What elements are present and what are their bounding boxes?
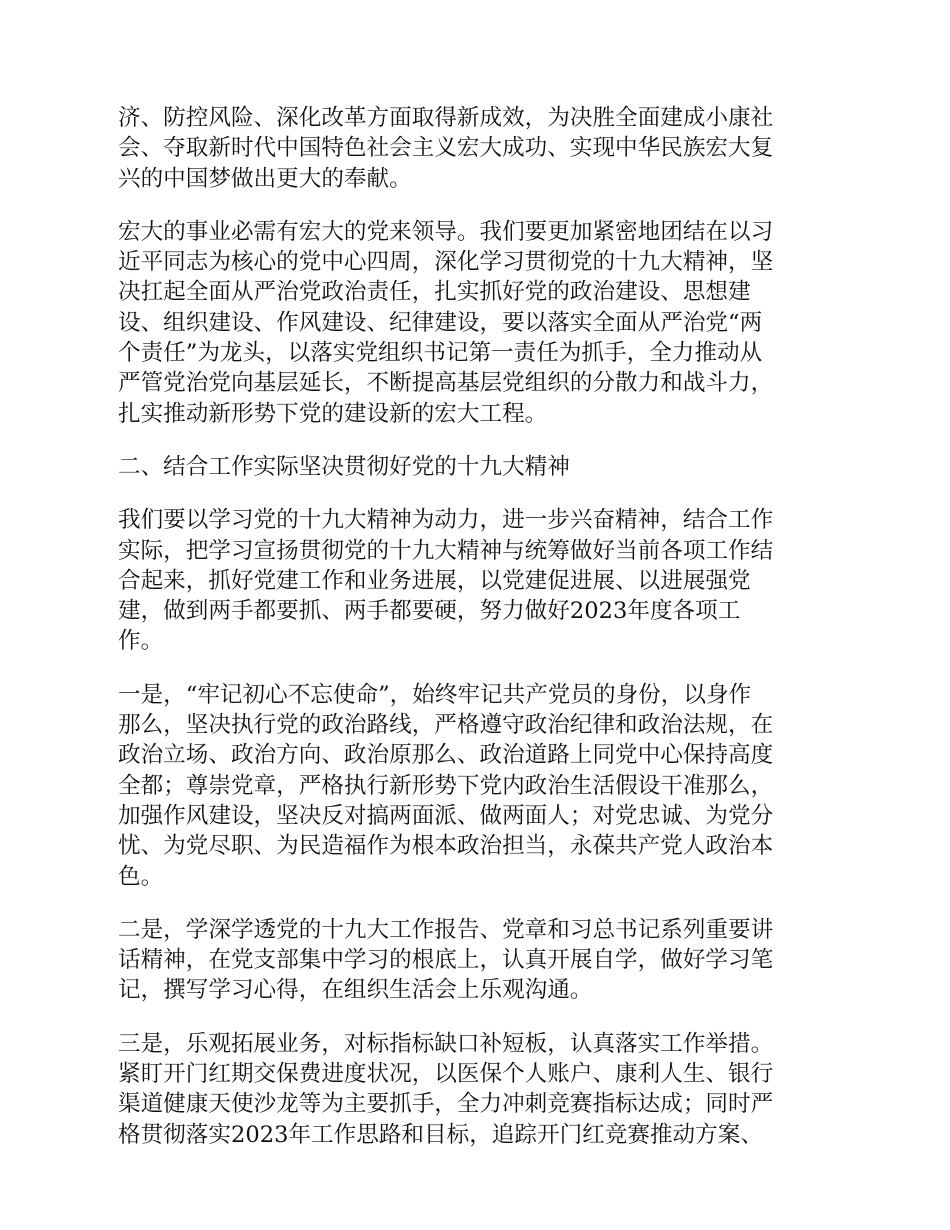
text-line: 宏大的事业必需有宏大的党来领导。我们要更加紧密地团结在以习 — [118, 218, 774, 245]
text-line: 作。 — [118, 628, 164, 655]
text-line: 建，做到两手都要抓、两手都要硬，努力做好2023年度各项工 — [118, 598, 741, 625]
text-line: 严管党治党向基层延长，不断提高基层党组织的分散力和战斗力， — [118, 370, 774, 397]
text-line: 紧盯开门红期交保费进度状况，以医保个人账户、康利人生、银行 — [118, 1061, 774, 1088]
paragraph-1 — [118, 103, 840, 194]
text-line: 一是，“牢记初心不忘使命”，始终牢记共产党员的身份，以身作 — [118, 681, 752, 708]
paragraph-2 — [118, 217, 840, 429]
paragraph-4 — [118, 505, 840, 656]
text-line: 会、夺取新时代中国特色社会主义宏大成功、实现中华民族宏大复 — [118, 135, 774, 162]
text-line: 个责任”为龙头，以落实党组织书记第一责任为抓手，全力推动从 — [118, 340, 763, 367]
text-line: 决扛起全面从严治党政治责任，扎实抓好党的政治建设、思想建 — [118, 279, 751, 306]
document-page — [118, 103, 840, 1173]
text-line: 设、组织建设、作风建设、纪律建设，要以落实全面从严治党“两 — [118, 309, 763, 336]
text-line: 政治立场、政治方向、政治原那么、政治道路上同党中心保持高度 — [118, 742, 774, 769]
text-line: 话精神，在党支部集中学习的根底上，认真开展自学，做好学习笔 — [118, 947, 774, 974]
text-line: 记，撰写学习心得，在组织生活会上乐观沟通。 — [118, 977, 593, 1004]
text-line: 格贯彻落实2023年工作思路和目标，追踪开门红竞赛推动方案、 — [118, 1121, 763, 1148]
paragraph-5 — [118, 680, 840, 892]
paragraph-6 — [118, 915, 840, 1006]
section-heading — [118, 452, 840, 482]
text-line: 合起来，抓好党建工作和业务进展，以党建促进展、以进展强党 — [118, 567, 751, 594]
text-line: 济、防控风险、深化改革方面取得新成效，为决胜全面建成小康社 — [118, 105, 774, 131]
text-line: 加强作风建设，坚决反对搞两面派、做两面人；对党忠诚、为党分 — [118, 802, 774, 829]
text-line: 二是，学深学透党的十九大工作报告、党章和习总书记系列重要讲 — [118, 916, 774, 943]
text-line: 全都；尊崇党章，严格执行新形势下党内政治生活假设干准那么， — [118, 772, 774, 799]
paragraph-7 — [118, 1029, 840, 1150]
text-line: 近平同志为核心的党中心四周，深化学习贯彻党的十九大精神，坚 — [118, 249, 774, 276]
text-line: 我们要以学习党的十九大精神为动力，进一步兴奋精神，结合工作 — [118, 507, 774, 534]
text-line: 渠道健康天使沙龙等为主要抓手，全力冲刺竞赛指标达成；同时严 — [118, 1091, 774, 1118]
text-line: 扎实推动新形势下党的建设新的宏大工程。 — [118, 400, 548, 427]
text-line: 兴的中国梦做出更大的奉献。 — [118, 165, 412, 192]
text-line: 忧、为党尽职、为民造福作为根本政治担当，永葆共产党人政治本 — [118, 833, 774, 860]
text-line: 那么，坚决执行党的政治路线，严格遵守政治纪律和政治法规，在 — [118, 712, 774, 739]
text-line: 实际，把学习宣扬贯彻党的十九大精神与统筹做好当前各项工作结 — [118, 537, 774, 564]
heading-line: 二、结合工作实际坚决贯彻好党的十九大精神 — [118, 453, 570, 480]
text-line: 色。 — [118, 863, 164, 890]
text-line: 三是，乐观拓展业务，对标指标缺口补短板，认真落实工作举措。 — [118, 1030, 774, 1057]
